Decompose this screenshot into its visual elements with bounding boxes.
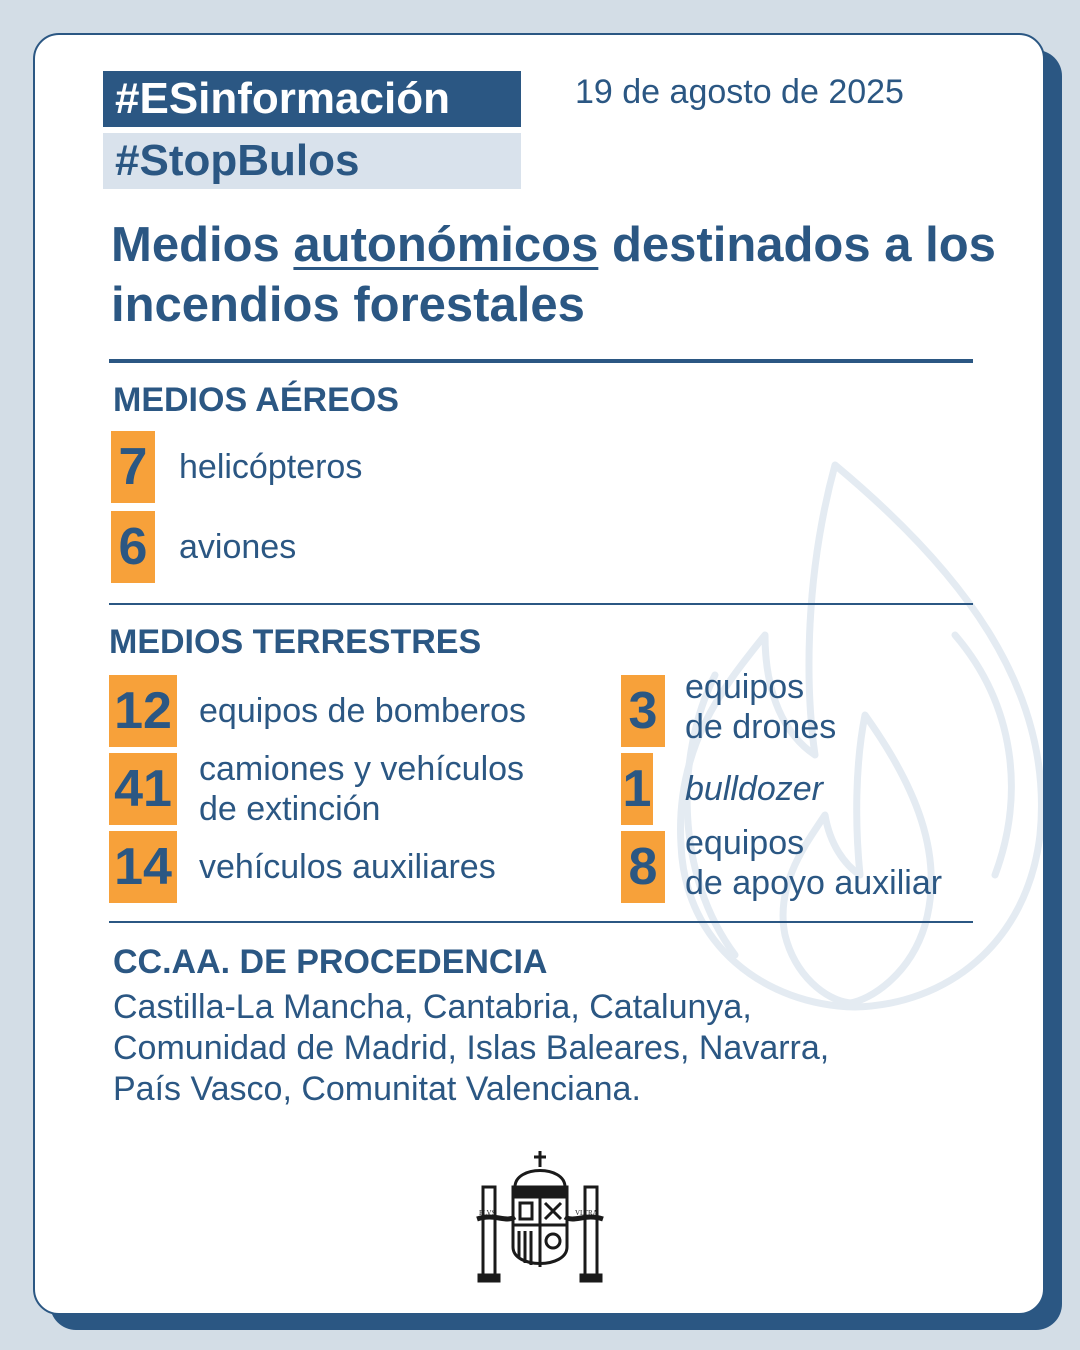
- info-card: [33, 33, 1045, 1315]
- section-heading-origin: CC.AA. DE PROCEDENCIA: [113, 943, 548, 981]
- label-firefighter-teams: equipos de bomberos: [199, 692, 527, 730]
- section-heading-ground: MEDIOS TERRESTRES: [109, 623, 482, 661]
- date: 19 de agosto de 2025: [575, 73, 904, 111]
- count-firefighter-teams: 12: [109, 675, 177, 747]
- label-support-teams: [685, 823, 942, 903]
- regions-line: Comunidad de Madrid, Islas Baleares, Navarra,: [113, 1029, 830, 1067]
- label-line: de extinción: [199, 790, 381, 828]
- count-extinction-vehicles: 41: [109, 753, 177, 825]
- label-line: de drones: [685, 708, 837, 746]
- label-helicopters: helicópteros: [179, 448, 363, 486]
- count-helicopters: 7: [111, 431, 155, 503]
- page-title: [111, 215, 1031, 335]
- label-planes: aviones: [179, 528, 297, 566]
- count-planes: 6: [111, 511, 155, 583]
- label-bulldozer-text: bulldozer: [685, 770, 823, 808]
- divider: [109, 603, 973, 605]
- count-drone-teams: 3: [621, 675, 665, 747]
- crest-motto-left: PLVS: [479, 1209, 496, 1217]
- count-bulldozer: 1: [621, 753, 653, 825]
- hashtag-stopbulos: #StopBulos: [103, 133, 521, 189]
- label-line: equipos: [685, 824, 805, 862]
- label-drone-teams: [685, 667, 836, 747]
- regions-list: [113, 987, 1013, 1110]
- divider: [109, 921, 973, 923]
- regions-line: Castilla-La Mancha, Cantabria, Catalunya,: [113, 988, 752, 1026]
- count-support-teams: 8: [621, 831, 665, 903]
- label-line: equipos: [685, 668, 805, 706]
- title-before: Medios: [111, 218, 294, 272]
- crest-motto-right: VLTRA: [575, 1209, 598, 1217]
- section-heading-aerial: MEDIOS AÉREOS: [113, 381, 399, 419]
- label-bulldozer: [685, 769, 823, 809]
- spain-coat-of-arms-icon: [475, 1147, 605, 1285]
- label-extinction-vehicles: [199, 749, 524, 829]
- divider: [109, 359, 973, 363]
- count-auxiliary-vehicles: 14: [109, 831, 177, 903]
- label-line: camiones y vehículos: [199, 750, 525, 788]
- title-underlined: autonómicos: [293, 218, 599, 272]
- regions-line: País Vasco, Comunitat Valenciana.: [113, 1070, 641, 1108]
- label-line: de apoyo auxiliar: [685, 864, 943, 902]
- hashtag-esinformacion: #ESinformación: [103, 71, 521, 127]
- label-auxiliary-vehicles: vehículos auxiliares: [199, 848, 496, 886]
- title-after: destinados a los incendios forestales: [111, 218, 996, 332]
